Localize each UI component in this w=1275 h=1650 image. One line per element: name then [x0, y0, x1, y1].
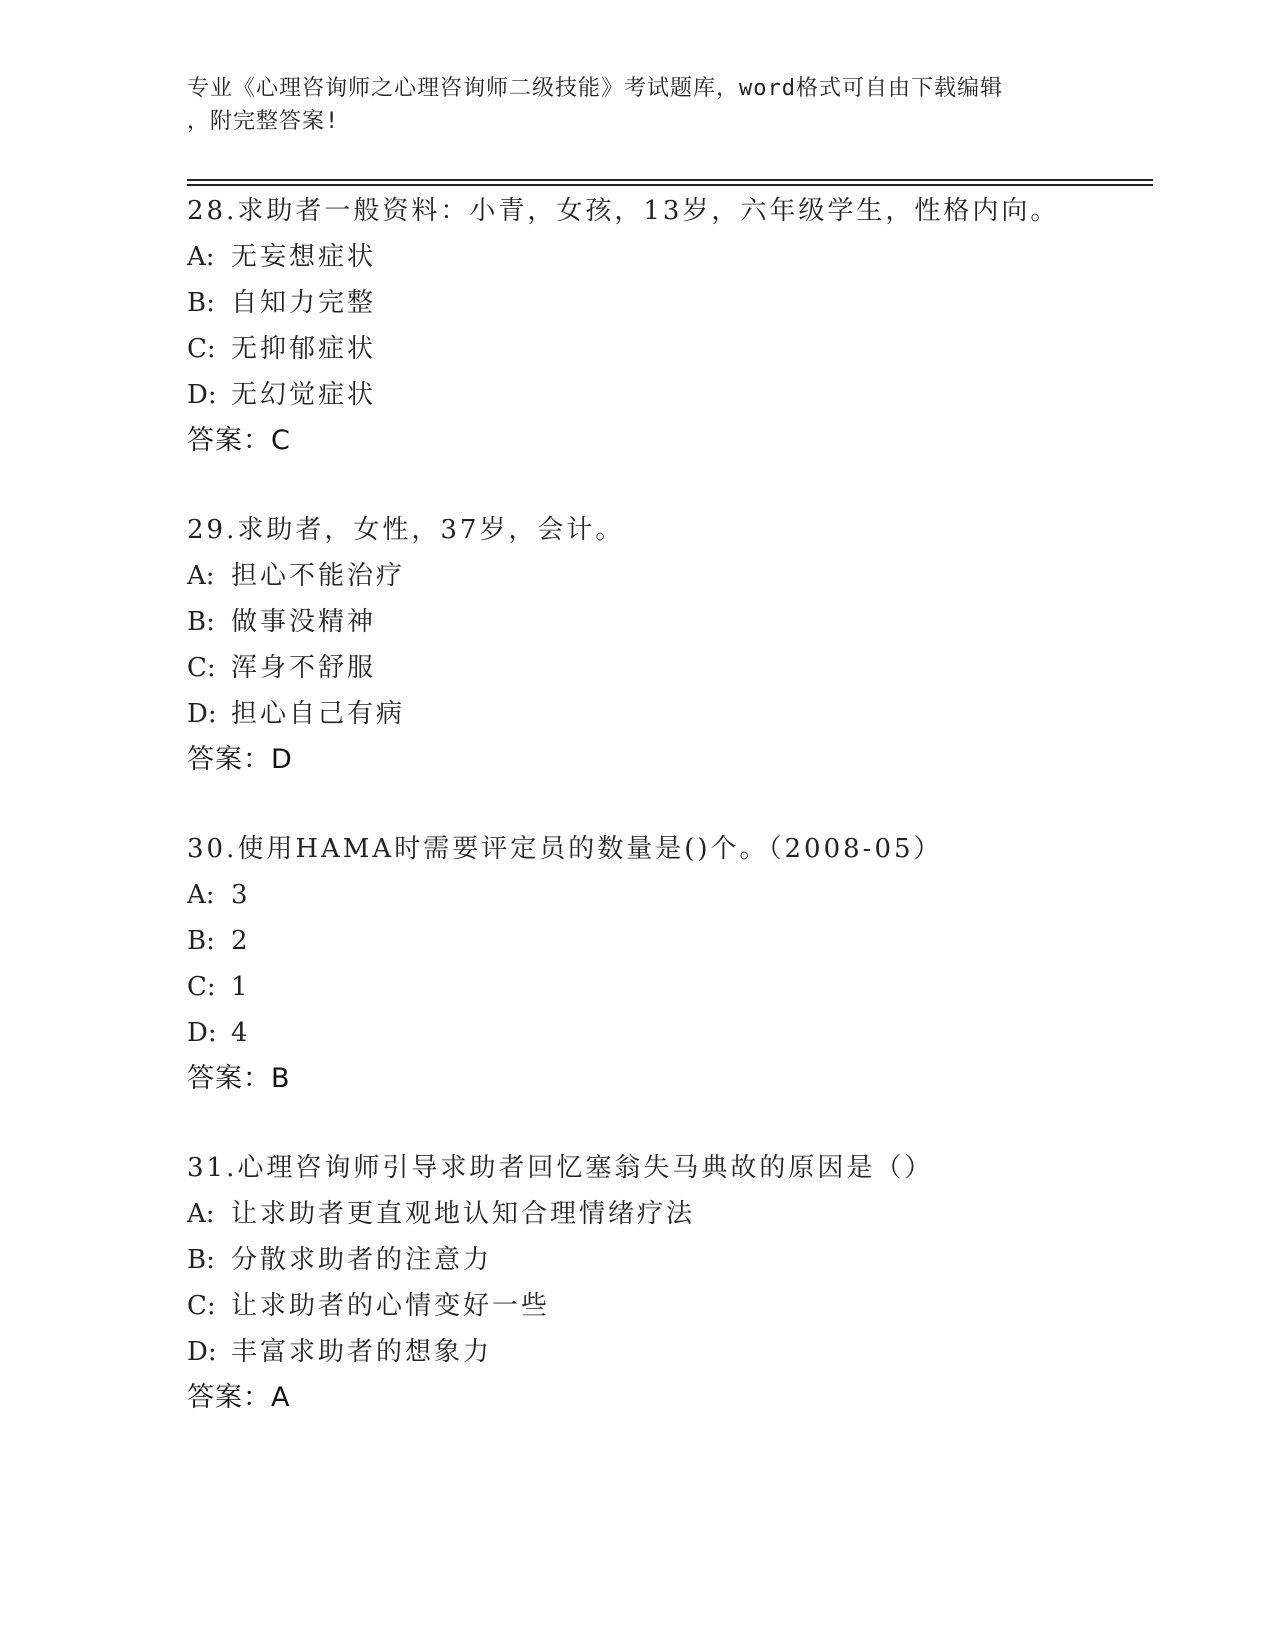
option-key: A:: [187, 561, 215, 591]
option-key: A:: [187, 1199, 215, 1229]
option-text: 3: [231, 880, 251, 910]
option-c: [187, 964, 1147, 1010]
option-text: 担心不能治疗: [231, 561, 406, 591]
option-key: D:: [187, 1337, 217, 1367]
option-text: 分散求助者的注意力: [231, 1245, 493, 1275]
answer-line: 答案：A: [187, 1382, 291, 1413]
option-b: [187, 918, 1147, 964]
question-stem: 29.求助者，女性，37岁，会计。: [187, 515, 625, 545]
option-text: 让求助者的心情变好一些: [231, 1291, 551, 1321]
option-key: C:: [187, 1291, 216, 1321]
document-header: [187, 72, 1107, 138]
option-a: [187, 872, 1147, 918]
option-b: [187, 599, 1147, 645]
header-divider-top: [187, 179, 1153, 181]
option-key: D:: [187, 1018, 217, 1048]
answer-line: 答案：D: [187, 744, 293, 775]
option-text: 浑身不舒服: [231, 653, 377, 683]
option-key: B:: [187, 288, 215, 318]
option-key: B:: [187, 926, 215, 956]
option-d: [187, 1329, 1147, 1375]
option-c: [187, 1283, 1147, 1329]
option-a: [187, 1191, 1147, 1237]
option-d: [187, 372, 1147, 418]
option-c: [187, 645, 1147, 691]
option-key: A:: [187, 242, 215, 272]
option-b: [187, 1237, 1147, 1283]
option-a: [187, 234, 1147, 280]
question-stem: 30.使用HAMA时需要评定员的数量是()个。（2008-05）: [187, 834, 943, 864]
option-key: D:: [187, 380, 217, 410]
header-divider-bottom: [187, 184, 1153, 186]
option-text: 无幻觉症状: [231, 380, 377, 410]
question-30: [187, 826, 1147, 1102]
question-stem: 31.心理咨询师引导求助者回忆塞翁失马典故的原因是（）: [187, 1153, 934, 1183]
option-key: C:: [187, 653, 216, 683]
option-key: A:: [187, 880, 215, 910]
option-b: [187, 280, 1147, 326]
option-text: 担心自己有病: [231, 699, 406, 729]
option-text: 4: [231, 1018, 251, 1048]
option-c: [187, 326, 1147, 372]
answer-line: 答案：B: [187, 1063, 291, 1094]
header-line-1: 专业《心理咨询师之心理咨询师二级技能》考试题库，word格式可自由下载编辑: [187, 76, 1003, 101]
option-text: 做事没精神: [231, 607, 377, 637]
question-28: [187, 188, 1147, 464]
option-text: 2: [231, 926, 251, 956]
option-key: B:: [187, 607, 215, 637]
header-line-2: ，附完整答案!: [187, 109, 340, 134]
option-key: B:: [187, 1245, 215, 1275]
option-text: 无妄想症状: [231, 242, 377, 272]
answer-line: 答案：C: [187, 425, 291, 456]
option-d: [187, 691, 1147, 737]
option-text: 让求助者更直观地认知合理情绪疗法: [231, 1199, 696, 1229]
option-a: [187, 553, 1147, 599]
option-text: 无抑郁症状: [231, 334, 377, 364]
option-text: 丰富求助者的想象力: [231, 1337, 493, 1367]
option-key: C:: [187, 334, 216, 364]
question-29: [187, 507, 1147, 783]
option-key: C:: [187, 972, 216, 1002]
option-text: 1: [231, 972, 251, 1002]
question-31: [187, 1145, 1147, 1421]
option-key: D:: [187, 699, 217, 729]
option-d: [187, 1010, 1147, 1056]
question-stem: 28.求助者一般资料：小青，女孩，13岁，六年级学生，性格内向。: [187, 196, 1060, 226]
option-text: 自知力完整: [231, 288, 377, 318]
